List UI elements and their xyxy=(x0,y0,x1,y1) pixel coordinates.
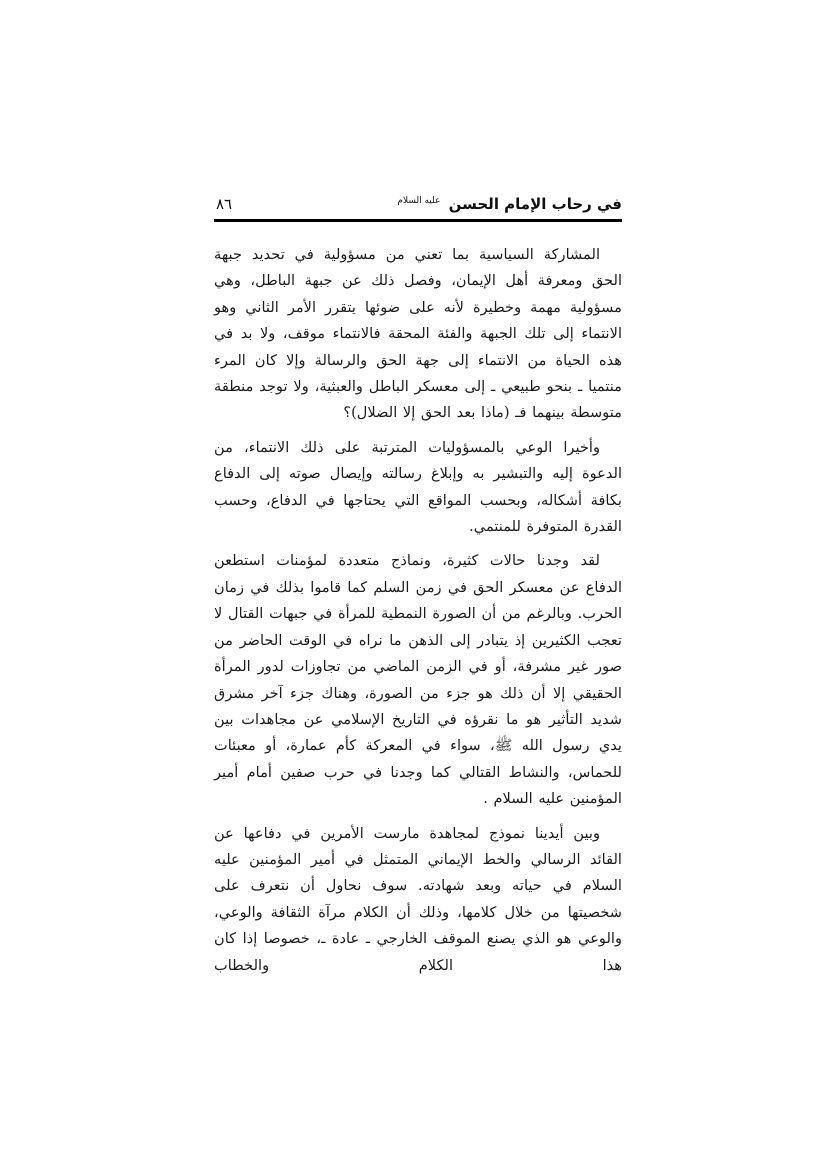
running-title xyxy=(397,190,622,215)
book-page xyxy=(214,187,622,987)
paragraph-2: وأخيرا الوعي بالمسؤوليات المترتبة على ذلك الانتماء، من الدعوة إليه والتبشير به وإبلاغ رسالته وإيصال صوته إلى الدفاع بكافة أشكاله، وبحسب المواقع التي يحتاجها في الدفاع، وحسب القدرة المتوفرة للمنتمي. xyxy=(214,438,622,536)
paragraph-4: وبين أيدينا نموذج لمجاهدة مارست الأمرين في دفاعها عن القائد الرسالي والخط الإيماني المتمثل في أمير المؤمنين عليه السلام في حياته وبعد شهادته. سوف نحاول أن نتعرف على شخصيتها من خلال كلامها، وذلك أن الكلام مرآة الثقافة والوعي، والوعي هو الذي يصنع الموقف الخارجي ـ عادة ـ، خصوصا إذا كان هذا الكلام والخطاب xyxy=(214,824,622,974)
header-rule xyxy=(214,219,622,222)
honorific-ligature-icon: عليه السلام xyxy=(397,196,441,206)
running-title-text: في رحاب الإمام الحسن xyxy=(448,195,622,213)
body-text xyxy=(214,242,622,979)
paragraph-3: لقد وجدنا حالات كثيرة، ونماذج متعددة لمؤمنات استطعن الدفاع عن معسكر الحق في زمن السلم كما قاموا بذلك في زمان الحرب. وبالرغم من أن الصورة النمطية للمرأة في جبهات القتال لا تعجب الكثيرين إذ يتبادر إلى الذهن ما نراه في الوقت الحاضر من صور غير مشرفة، أو في الزمن الماضي من تجاوزات لدور المرأة الحقيقي إلا أن ذلك هو جزء من الصورة، وهناك جزء آخر مشرق شديد التأثير هو ما نقرؤه في التاريخ الإسلامي عن مجاهدات بين يدي رسول الله ﷺ، سواء في المعركة كأم عمارة، أو معبئات للحماس، والنشاط القتالي كما وجدنا في حرب صفين أمام أمير المؤمنين عليه السلام . xyxy=(214,552,622,808)
paragraph-1: المشاركة السياسية بما تعني من مسؤولية في تحديد جبهة الحق ومعرفة أهل الإيمان، وفصل ذلك عن جبهة الباطل، وهي مسؤولية مهمة وخطيرة لأنه على ضوئها يتقرر الأمر الثاني وهو الانتماء إلى تلك الجبهة والفئة المحقة فالانتماء موقف، ولا بد في هذه الحياة من الانتماء إلى جهة الحق والرسالة وإلا كان المرء منتميا ـ بنحو طبيعي ـ إلى معسكر الباطل والعبثية، ولا توجد منطقة متوسطة بينهما فـ (ماذا بعد الحق إلا الضلال)؟ xyxy=(214,246,622,422)
page-number: ٨٦ xyxy=(216,195,233,213)
running-header xyxy=(214,187,622,215)
